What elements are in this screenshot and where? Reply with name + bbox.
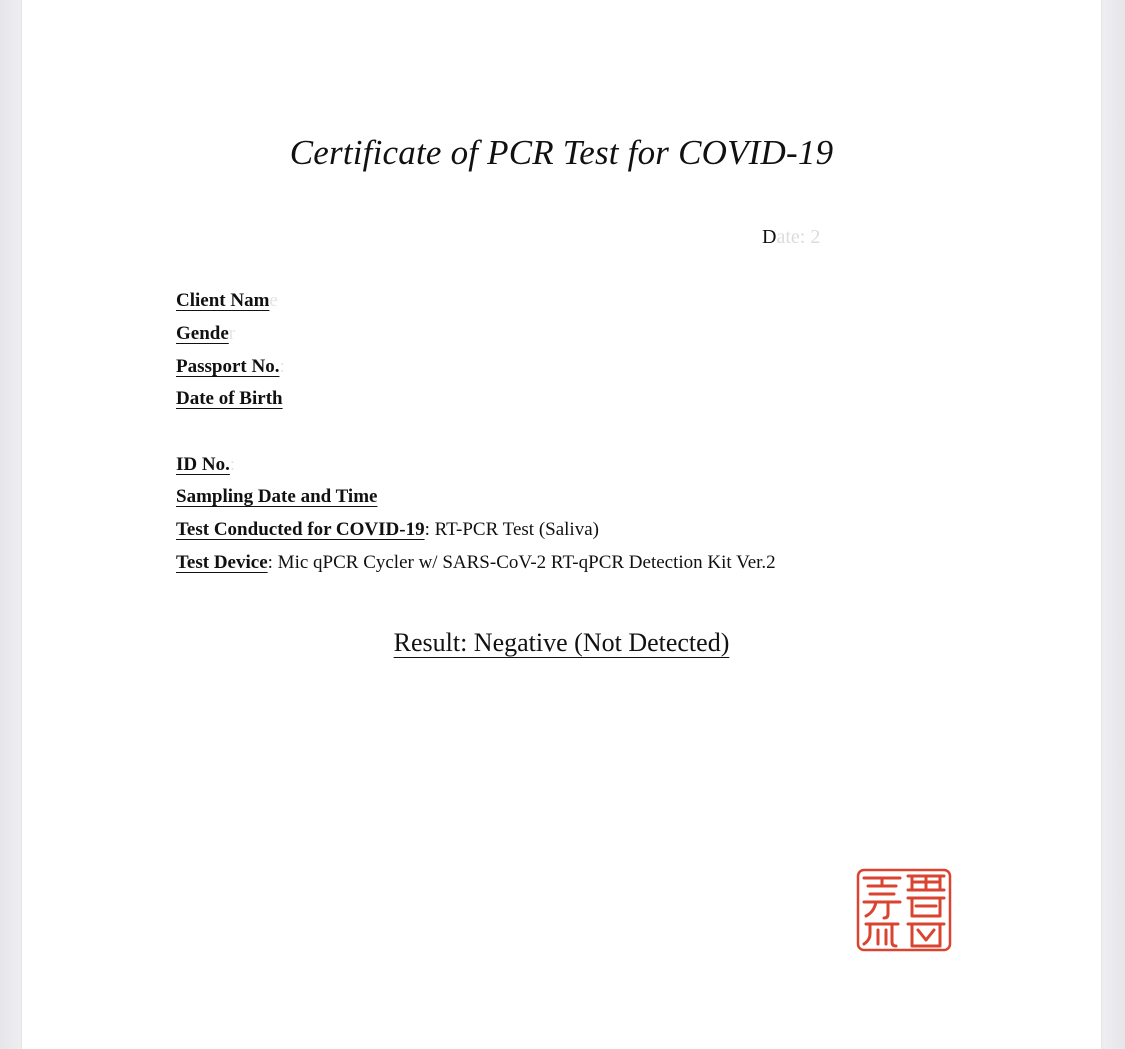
passport-number-label-faded: : bbox=[279, 356, 285, 377]
client-name-field bbox=[176, 290, 278, 312]
viewer-right-margin bbox=[1101, 0, 1125, 1049]
test-conducted-field bbox=[176, 519, 599, 541]
certificate-page bbox=[22, 0, 1101, 1049]
passport-number-field bbox=[176, 356, 285, 378]
hanko-seal-icon bbox=[856, 868, 952, 952]
date-of-birth-field bbox=[176, 388, 283, 410]
test-device-value: : Mic qPCR Cycler w/ SARS-CoV-2 RT-qPCR Detection Kit Ver.2 bbox=[267, 552, 776, 573]
passport-number-label: Passport No. bbox=[176, 356, 280, 377]
sampling-date-time-label: Sampling Date and Time bbox=[176, 486, 378, 507]
test-conducted-label: Test Conducted for COVID-19 bbox=[176, 519, 425, 540]
client-name-label: Client Nam bbox=[176, 290, 270, 311]
certificate-title: Certificate of PCR Test for COVID-19 bbox=[289, 133, 834, 172]
gender-field bbox=[176, 323, 235, 345]
sampling-date-time-field bbox=[176, 486, 377, 508]
id-number-field bbox=[176, 454, 235, 476]
test-result-text: Result: Negative (Not Detected) bbox=[393, 628, 730, 657]
gender-label-faded: r bbox=[228, 323, 236, 344]
viewer-left-margin bbox=[0, 0, 22, 1049]
date-label-faded: ate: 2 bbox=[776, 226, 821, 248]
gender-label: Gende bbox=[176, 323, 229, 344]
issue-date bbox=[762, 226, 820, 249]
id-number-label-faded: : bbox=[229, 454, 236, 475]
date-label: D bbox=[762, 226, 777, 248]
test-result bbox=[22, 628, 1101, 658]
client-name-label-faded: e bbox=[269, 290, 278, 311]
test-device-label: Test Device bbox=[176, 552, 268, 573]
test-device-field bbox=[176, 552, 776, 574]
id-number-label: ID No. bbox=[176, 454, 230, 475]
date-of-birth-label: Date of Birth bbox=[176, 388, 283, 409]
test-conducted-value: : RT-PCR Test (Saliva) bbox=[424, 519, 599, 540]
